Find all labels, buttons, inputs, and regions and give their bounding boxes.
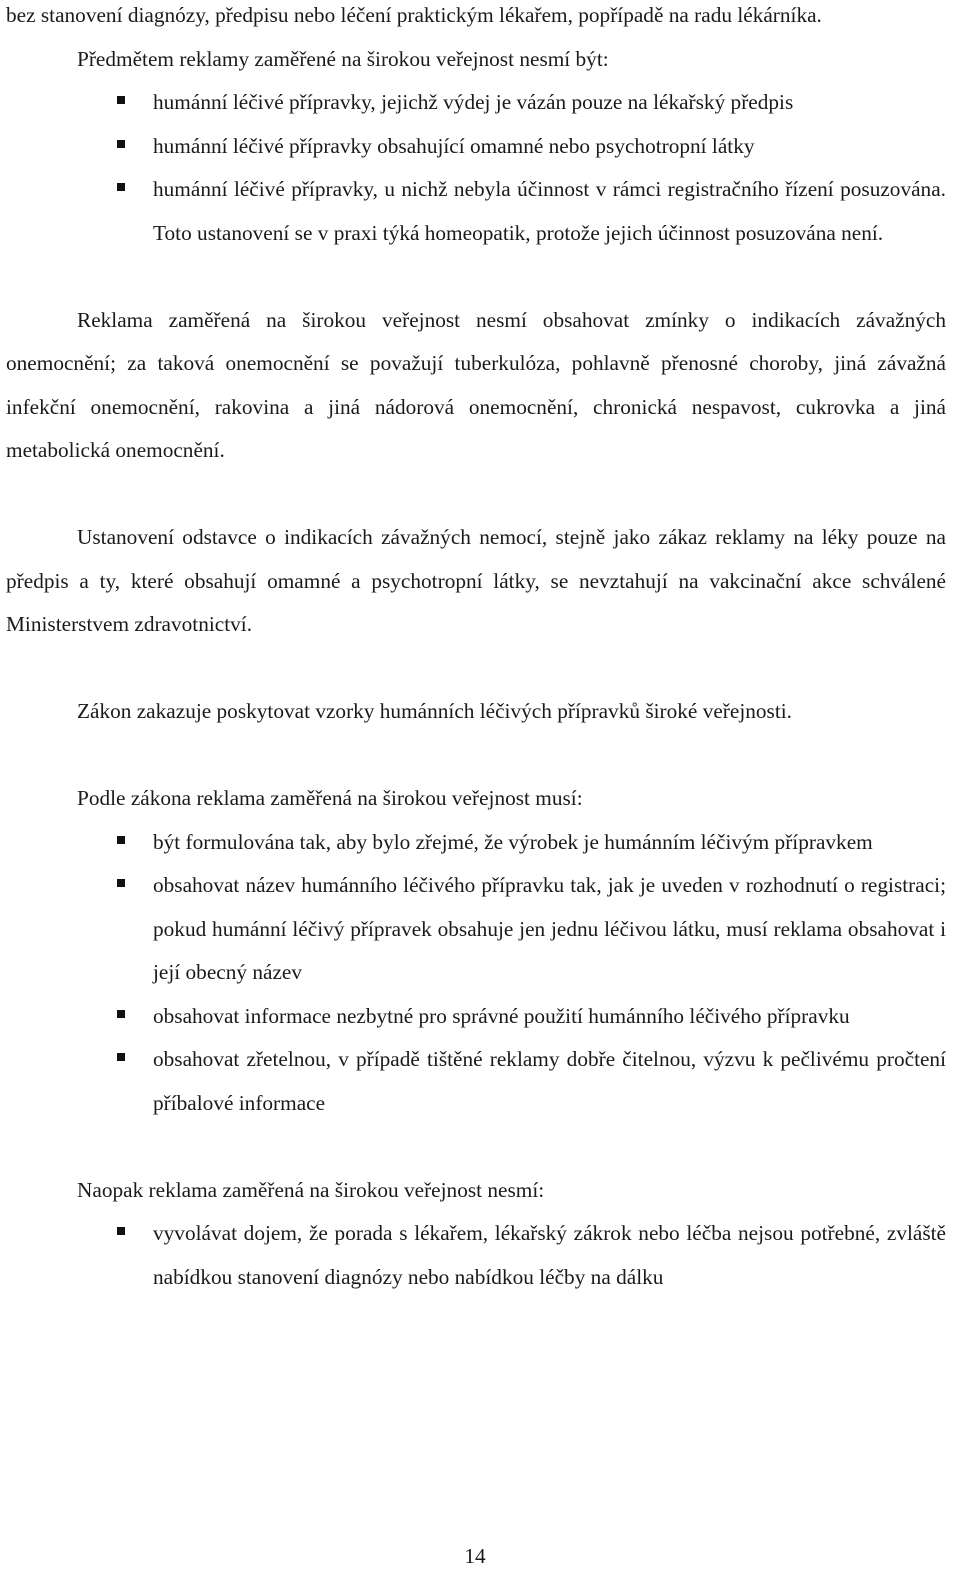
list-item-text: obsahovat zřetelnou, v případě tištěné reklamy dobře čitelnou, výzvu k pečlivému pročtení příbalové informace: [153, 1047, 946, 1115]
subject-list: [6, 81, 946, 255]
list-item-text: obsahovat název humánního léčivého přípravku tak, jak je uveden v rozhodnutí o registraci; pokud humánní léčivý přípravek obsahuje jen jednu léčivou látku, musí reklama obsahovat i její obecný název: [153, 873, 946, 984]
list-item: [153, 168, 946, 255]
list-item-text: humánní léčivé přípravky, u nichž nebyla účinnost v rámci registračního řízení posuzována. Toto ustanovení se v praxi týká homeopatik, protože jejich účinnost posuzována není.: [153, 177, 946, 245]
square-bullet-icon: [117, 836, 125, 844]
list-item: [153, 1212, 946, 1299]
must-list: [6, 821, 946, 1126]
paragraph-samples: Zákon zakazuje poskytovat vzorky humánních léčivých přípravků široké veřejnosti.: [77, 699, 792, 723]
square-bullet-icon: [117, 879, 125, 887]
square-bullet-icon: [117, 1053, 125, 1061]
paragraph-indications: Reklama zaměřená na širokou veřejnost nesmí obsahovat zmínky o indikacích závažných onemocnění; za taková onemocnění se považují tuberkulóza, pohlavně přenosné choroby, jiná závažná infekční onemocnění, rakovina a jiná nádorová onemocnění, chronická nespavost, cukrovka a jiná metabolická onemocnění.: [6, 307, 946, 462]
square-bullet-icon: [117, 96, 125, 104]
must-not-list: [6, 1212, 946, 1299]
square-bullet-icon: [117, 1010, 125, 1018]
list-item: [153, 864, 946, 995]
list-item: [153, 995, 946, 1039]
blank-line: [6, 734, 946, 778]
paragraph-subject: Předmětem reklamy zaměřené na širokou veřejnost nesmí být:: [77, 46, 609, 71]
page-number: 14: [464, 1544, 486, 1568]
square-bullet-icon: [117, 183, 125, 191]
paragraph-vaccination: Ustanovení odstavce o indikacích závažných nemocí, stejně jako zákaz reklamy na léky pouze na předpis a ty, které obsahují omamné a psychotropní látky, se nevztahují na vakcinační akce schválené Ministerstvem zdravotnictví.: [6, 525, 946, 636]
blank-line: [6, 1125, 946, 1169]
paragraph-must: Podle zákona reklama zaměřená na širokou veřejnost musí:: [77, 786, 583, 810]
list-item-text: být formulována tak, aby bylo zřejmé, že výrobek je humánním léčivým přípravkem: [153, 829, 873, 854]
square-bullet-icon: [117, 1227, 125, 1235]
list-item-text: humánní léčivé přípravky, jejichž výdej je vázán pouze na lékařský předpis: [153, 90, 794, 114]
list-item: [153, 1038, 946, 1125]
list-item-text: vyvolávat dojem, že porada s lékařem, lékařský zákrok nebo léčba nejsou potřebné, zvláště nabídkou stanovení diagnózy nebo nabídkou léčby na dálku: [153, 1221, 946, 1289]
paragraph-must-not: Naopak reklama zaměřená na širokou veřejnost nesmí:: [77, 1177, 545, 1202]
list-item-text: obsahovat informace nezbytné pro správné použití humánního léčivého přípravku: [153, 1003, 850, 1028]
list-item: [153, 125, 946, 169]
document-body: [6, 0, 946, 1299]
list-item-text: humánní léčivé přípravky obsahující omamné nebo psychotropní látky: [153, 133, 755, 158]
list-item: [153, 81, 946, 125]
list-item: [153, 821, 946, 865]
paragraph-intro: bez stanovení diagnózy, předpisu nebo léčení praktickým lékařem, popřípadě na radu lékárníka.: [6, 3, 822, 27]
blank-line: [6, 255, 946, 299]
square-bullet-icon: [117, 140, 125, 148]
blank-line: [6, 647, 946, 691]
blank-line: [6, 473, 946, 517]
